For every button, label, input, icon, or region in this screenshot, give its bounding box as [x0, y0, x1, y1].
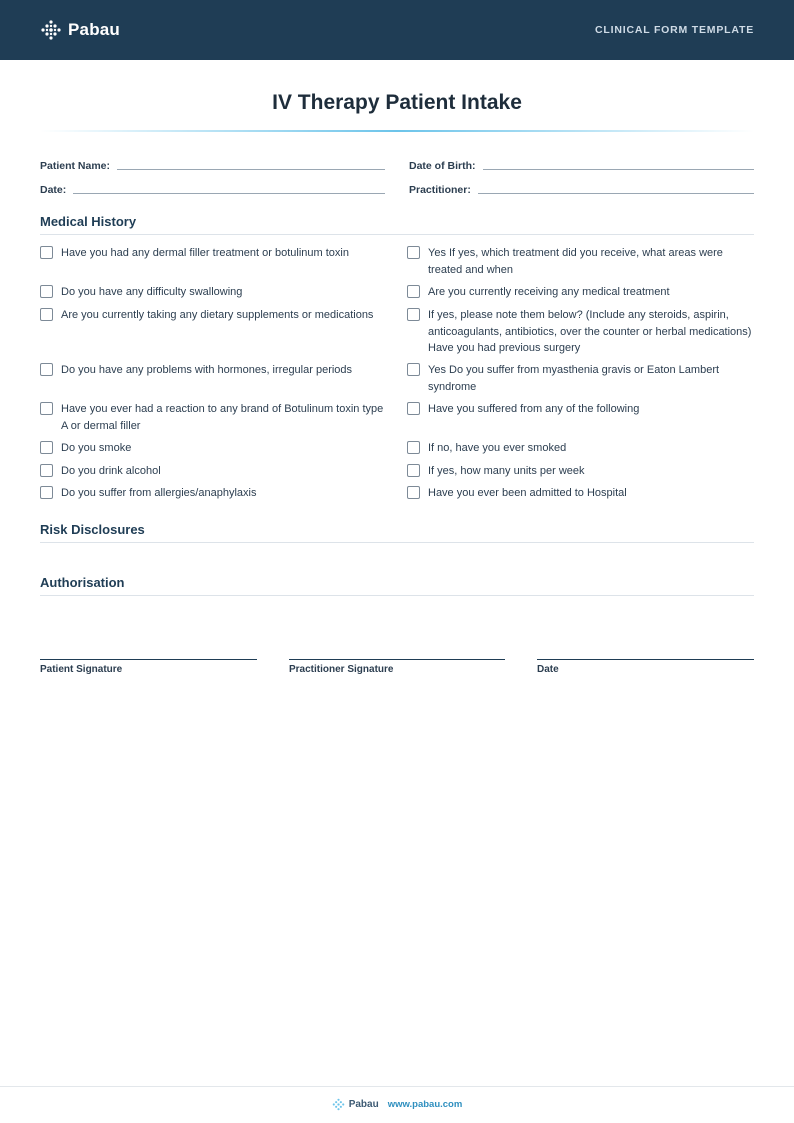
practitioner-line[interactable]	[478, 182, 754, 194]
pabau-logo-icon	[332, 1098, 345, 1111]
checkbox[interactable]	[40, 363, 53, 376]
history-item-label: Have you ever had a reaction to any brand of Botulinum toxin type A or dermal filler	[61, 403, 384, 432]
date-of-birth-field[interactable]	[409, 156, 754, 172]
history-item-label: If yes, how many units per week	[428, 465, 585, 477]
history-item-label: Do you have any problems with hormones, irregular periods	[61, 364, 353, 376]
history-item-label: Have you suffered from any of the following	[428, 403, 640, 415]
history-item-label: If no, have you ever smoked	[428, 442, 567, 454]
checkbox[interactable]	[40, 441, 53, 454]
header-tag: CLINICAL FORM TEMPLATE	[595, 24, 754, 36]
practitioner-signature-label: Practitioner Signature	[289, 664, 394, 675]
checkbox[interactable]	[407, 246, 420, 259]
date-signature-label: Date	[537, 664, 559, 675]
risk-disclosures-divider	[40, 542, 754, 543]
practitioner-signature-line[interactable]	[289, 659, 505, 660]
patient-signature-label: Patient Signature	[40, 664, 123, 675]
history-item-label: Yes Do you suffer from myasthenia gravis or Eaton Lambert syndrome	[428, 364, 720, 393]
risk-disclosures-title: Risk Disclosures	[40, 522, 145, 537]
pabau-logo-icon	[40, 19, 62, 41]
checkbox[interactable]	[407, 285, 420, 298]
checkbox[interactable]	[407, 308, 420, 321]
history-item[interactable]	[40, 401, 386, 434]
history-item[interactable]	[40, 440, 386, 457]
brand	[40, 19, 120, 41]
history-item-label: Do you suffer from allergies/anaphylaxis	[61, 487, 257, 499]
authorisation-divider	[40, 595, 754, 596]
page-footer	[0, 1098, 794, 1111]
checkbox[interactable]	[40, 285, 53, 298]
history-item[interactable]	[40, 245, 386, 262]
date-of-birth-line[interactable]	[483, 158, 755, 170]
brand-name: Pabau	[68, 20, 121, 39]
history-item-label: Do you have any difficulty swallowing	[61, 286, 243, 298]
checkbox[interactable]	[40, 246, 53, 259]
date-of-birth-label: Date of Birth:	[409, 160, 476, 172]
history-item-label: If yes, please note them below? (Include any steroids, aspirin, anticoagulants, antibiotics, over the counter or herbal medications) Have you had previous surgery	[428, 309, 752, 354]
date-field[interactable]	[40, 180, 385, 196]
medical-history-divider	[40, 234, 754, 235]
practitioner-field[interactable]	[409, 180, 754, 196]
history-item-label: Yes If yes, which treatment did you receive, what areas were treated and when	[428, 247, 723, 276]
history-item-label: Are you currently taking any dietary supplements or medications	[61, 309, 374, 321]
history-item-label: Do you smoke	[61, 442, 132, 454]
history-item-label: Do you drink alcohol	[61, 465, 161, 477]
history-item[interactable]	[407, 245, 753, 278]
patient-name-field[interactable]	[40, 156, 385, 172]
history-item[interactable]	[40, 284, 386, 301]
history-item[interactable]	[407, 307, 753, 357]
checkbox[interactable]	[40, 464, 53, 477]
page-header	[0, 0, 794, 60]
patient-name-label: Patient Name:	[40, 160, 111, 172]
checkbox[interactable]	[407, 363, 420, 376]
checkbox[interactable]	[40, 402, 53, 415]
history-item[interactable]	[407, 463, 753, 480]
checkbox[interactable]	[407, 486, 420, 499]
history-item[interactable]	[40, 463, 386, 480]
history-item[interactable]	[407, 284, 753, 301]
history-item-label: Are you currently receiving any medical treatment	[428, 286, 670, 298]
checkbox[interactable]	[407, 441, 420, 454]
date-signature-line[interactable]	[537, 659, 754, 660]
footer-brand: Pabau	[348, 1099, 379, 1110]
history-item[interactable]	[407, 362, 753, 395]
date-line[interactable]	[73, 182, 385, 194]
checkbox[interactable]	[40, 308, 53, 321]
page-title: IV Therapy Patient Intake	[272, 91, 522, 114]
history-item[interactable]	[40, 307, 386, 324]
checkbox[interactable]	[40, 486, 53, 499]
footer-website-link[interactable]: www.pabau.com	[387, 1099, 463, 1110]
checkbox[interactable]	[407, 402, 420, 415]
title-divider	[40, 130, 754, 132]
history-item-label: Have you ever been admitted to Hospital	[428, 487, 627, 499]
history-item[interactable]	[407, 485, 753, 502]
patient-signature-line[interactable]	[40, 659, 257, 660]
history-item[interactable]	[40, 362, 386, 379]
history-item[interactable]	[407, 401, 753, 418]
patient-name-line[interactable]	[117, 158, 385, 170]
history-item[interactable]	[40, 485, 386, 502]
checkbox[interactable]	[407, 464, 420, 477]
history-item[interactable]	[407, 440, 753, 457]
footer-divider	[0, 1086, 794, 1087]
history-item-label: Have you had any dermal filler treatment or botulinum toxin	[61, 247, 349, 259]
practitioner-label: Practitioner:	[409, 184, 471, 196]
authorisation-title: Authorisation	[40, 575, 125, 590]
medical-history-title: Medical History	[40, 214, 137, 229]
date-label: Date:	[40, 184, 67, 196]
